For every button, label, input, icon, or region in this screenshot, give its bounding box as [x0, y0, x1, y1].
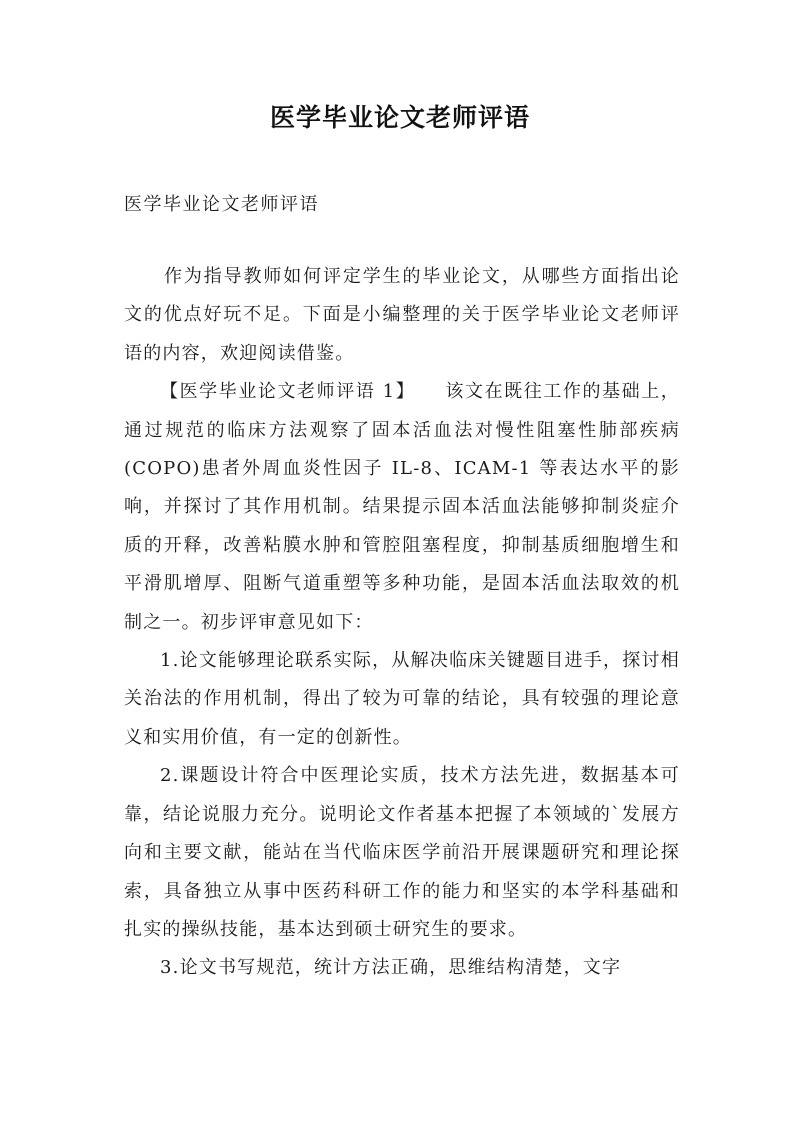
- document-subtitle: 医学毕业论文老师评语: [124, 194, 319, 215]
- paragraph-comment-1: 【医学毕业论文老师评语 1】 该文在既往工作的基础上，通过规范的临床方法观察了固本活血法对慢性阻塞性肺部疾病(COPO)患者外周血炎性因子 IL-8、ICAM-1 等表达水平的影响，并探讨了其作用机制。结果提示固本活血法能够抑制炎症介质的开释，改善粘膜水肿和管腔阻塞程度，抑制基质细胞增生和平滑肌增厚、阻断气道重塑等多种功能，是固本活血法取效的机制之一。初步评审意见如下：: [124, 381, 680, 633]
- paragraph-point-1: 1.论文能够理论联系实际，从解决临床关键题目进手，探讨相关治法的作用机制，得出了较为可靠的结论，具有较强的理论意义和实用价值，有一定的创新性。: [124, 650, 680, 748]
- paragraph-point-3: 3.论文书写规范，统计方法正确，思维结构清楚，文字: [160, 957, 622, 979]
- document-title: 医学毕业论文老师评语: [269, 103, 530, 132]
- paragraph-point-2: 2.课题设计符合中医理论实质，技术方法先进，数据基本可靠，结论说服力充分。说明论文作者基本把握了本领域的`发展方向和主要文献，能站在当代临床医学前沿开展课题研究和理论探索，具备独立从事中医药科研工作的能力和坚实的本学科基础和扎实的操纵技能，基本达到硕士研究生的要求。: [124, 765, 680, 940]
- paragraph-intro: 作为指导教师如何评定学生的毕业论文，从哪些方面指出论文的优点好玩不足。下面是小编整理的关于医学毕业论文老师评语的内容，欢迎阅读借鉴。: [124, 266, 680, 364]
- document-body: [124, 258, 680, 988]
